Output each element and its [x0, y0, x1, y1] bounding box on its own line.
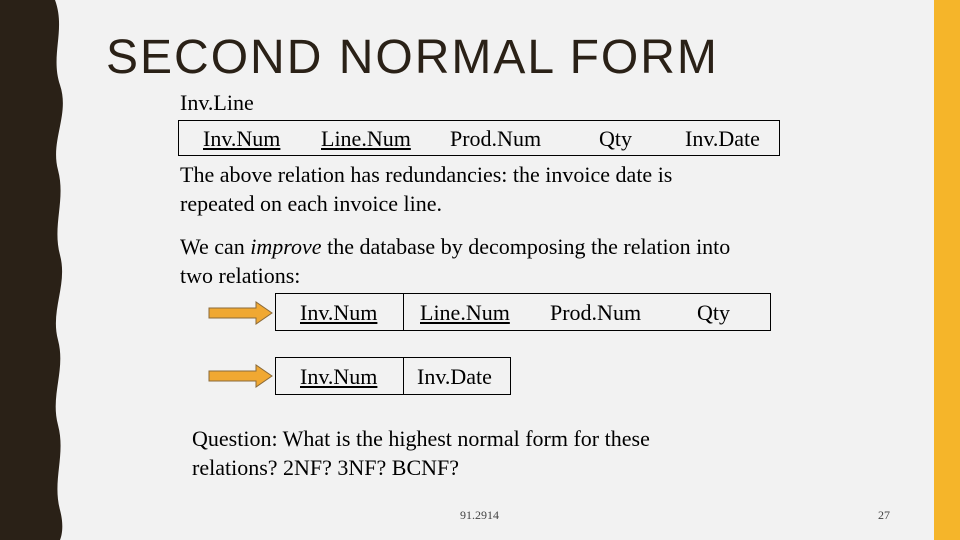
arrow-right-icon	[208, 301, 274, 325]
relation-attr-inv-date: Inv.Date	[685, 126, 760, 151]
decomposition-text-end: the database by decomposing the relation into two relations:	[180, 234, 731, 288]
footer-course-code: 91.2914	[460, 508, 499, 522]
relation-1-box	[275, 293, 771, 331]
right-accent-band	[934, 0, 960, 540]
question-paragraph: Question: What is the highest normal form for these relations? 2NF? 3NF? BCNF?	[192, 426, 650, 480]
relation-attr-prod-num: Prod.Num	[450, 126, 542, 151]
relation-1-divider	[403, 294, 404, 330]
relation-attr-line-num: Line.Num	[321, 126, 411, 151]
relation-attr-qty: Qty	[599, 126, 632, 151]
relation-1-attr-qty: Qty	[697, 300, 730, 325]
relation-1-attr-inv-num: Inv.Num	[300, 300, 378, 325]
left-band-shape	[0, 0, 63, 540]
arrow-right-icon	[208, 364, 274, 388]
redundancy-paragraph: The above relation has redundancies: the invoice date is repeated on each invoice line.	[180, 162, 673, 216]
relation-attr-inv-num: Inv.Num	[203, 126, 281, 151]
slide-number: 27	[878, 508, 890, 522]
slide-title: SECOND NORMAL FORM	[106, 31, 719, 84]
relation-inv-line-box	[178, 120, 780, 156]
left-decorative-band	[0, 0, 72, 540]
decomposition-text-start: We can	[180, 234, 251, 259]
decomposition-paragraph	[180, 232, 760, 290]
relation-1-attr-prod-num: Prod.Num	[550, 300, 642, 325]
decomposition-emphasis: improve	[250, 234, 322, 259]
relation-2-attr-inv-date: Inv.Date	[417, 364, 492, 389]
relation-2-attr-inv-num: Inv.Num	[300, 364, 378, 389]
relation-2-divider	[403, 358, 404, 394]
relation-2-box	[275, 357, 511, 395]
relation-name: Inv.Line	[180, 90, 254, 115]
relation-1-attr-line-num: Line.Num	[420, 300, 510, 325]
